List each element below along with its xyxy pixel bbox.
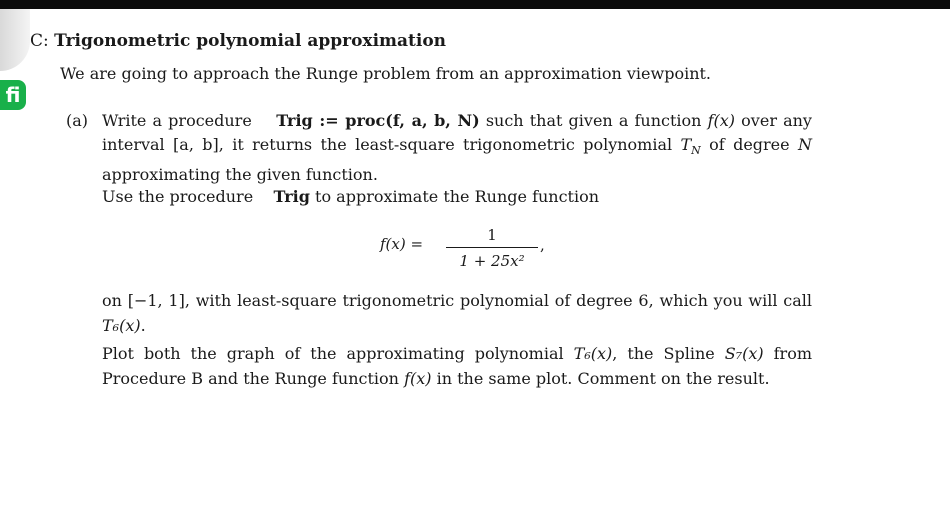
part-a-text-4: of degree bbox=[709, 135, 790, 154]
formula-comma: , bbox=[540, 236, 545, 254]
plot-text-2: , the Spline bbox=[612, 344, 715, 363]
part-a-trig-name: Trig bbox=[273, 187, 310, 206]
part-a-T-subscript: N bbox=[691, 144, 701, 158]
part-a-text-3: over any interval [a, b], it returns the least-square trigonometric polynomial bbox=[102, 111, 812, 154]
plot-T6: T₆(x) bbox=[573, 344, 613, 363]
plot-text-1: Plot both the graph of the approximating polynomial bbox=[102, 344, 564, 363]
domain-text-2: . bbox=[140, 316, 146, 335]
part-a-domain-text bbox=[102, 288, 812, 338]
part-a-N: N bbox=[798, 135, 812, 154]
app-badge-icon[interactable]: fi bbox=[0, 80, 26, 110]
formula-denominator: 1 + 25x² bbox=[459, 252, 525, 270]
formula-lhs: f(x) = bbox=[380, 235, 424, 253]
plot-text-4: in the same plot. Comment on the result. bbox=[436, 369, 770, 388]
plot-text-3: from Procedure B and the Runge function bbox=[102, 344, 812, 388]
plot-S7: S₇(x) bbox=[724, 344, 764, 363]
intro-text: We are going to approach the Runge problem from an approximation viewpoint. bbox=[60, 64, 712, 83]
part-a-use-text-2: to approximate the Runge function bbox=[315, 187, 600, 206]
part-a-text-5: approximating the given function. bbox=[102, 165, 378, 185]
domain-T6: T₆(x) bbox=[102, 316, 141, 335]
formula-fraction bbox=[446, 224, 538, 272]
part-a-fx: f(x) bbox=[707, 111, 736, 130]
part-a-use-line bbox=[102, 185, 599, 209]
domain-text-1: on [−1, 1], with least-square trigonometric polynomial of degree 6, which you will call bbox=[102, 291, 812, 310]
part-a-instruction bbox=[102, 109, 812, 187]
part-a-text-1: Write a procedure bbox=[102, 111, 252, 130]
formula-numerator: 1 bbox=[487, 226, 497, 244]
part-a-text-2: such that given a function bbox=[485, 111, 702, 130]
part-a-T: T bbox=[680, 135, 692, 154]
part-a-use-text-1: Use the procedure bbox=[102, 187, 254, 206]
fraction-bar bbox=[446, 247, 538, 248]
section-title: Trigonometric polynomial approximation bbox=[54, 31, 447, 51]
part-a-label: (a) bbox=[66, 111, 89, 130]
section-label: C: bbox=[30, 31, 49, 51]
section-heading bbox=[30, 30, 446, 52]
part-a-proc-signature: Trig := proc(f, a, b, N) bbox=[276, 111, 480, 130]
part-a-plot-text bbox=[102, 341, 812, 391]
plot-fx: f(x) bbox=[404, 369, 432, 388]
